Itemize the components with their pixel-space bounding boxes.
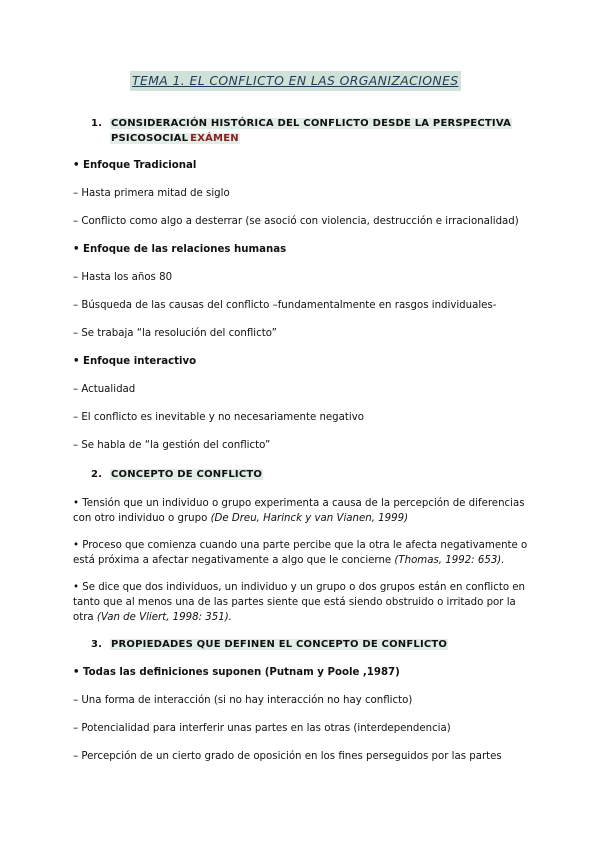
- citation: (Thomas, 1992: 653).: [394, 554, 505, 566]
- definition-paragraph: [73, 581, 533, 625]
- section-heading-1: [91, 117, 512, 146]
- section-title-line1: CONSIDERACIÓN HISTÓRICA DEL CONFLICTO DESDE LA PERSPECTIVA: [111, 118, 512, 129]
- section-title: CONCEPTO DE CONFLICTO: [111, 469, 263, 480]
- exam-tag: EXÁMEN: [190, 132, 239, 144]
- list-item: – Una forma de interacción (si no hay interacción no hay conflicto): [73, 695, 413, 706]
- properties-heading: • Todas las definiciones suponen (Putnam y Poole ,1987): [73, 667, 400, 678]
- list-item: – Se habla de “la gestión del conflicto”: [73, 440, 271, 451]
- section-title: PROPIEDADES QUE DEFINEN EL CONCEPTO DE CONFLICTO: [111, 639, 448, 650]
- list-item: – Se trabaja “la resolución del conflicto”: [73, 328, 277, 339]
- definition-text: • Se dice que dos individuos, un individuo y un grupo o dos grupos están en conflicto en tanto que al menos una de las partes siente que está siendo obstruido o irritado por la otra: [73, 582, 526, 623]
- citation: (De Dreu, Harinck y van Vianen, 1999): [210, 512, 409, 524]
- section-number: 2.: [91, 469, 103, 480]
- list-item: – Hasta primera mitad de siglo: [73, 188, 230, 199]
- list-item: – Actualidad: [73, 384, 136, 395]
- list-item: – Conflicto como algo a desterrar (se asoció con violencia, destrucción e irracionalidad): [73, 216, 519, 227]
- list-item: – Percepción de un cierto grado de oposición en los fines perseguidos por las partes: [73, 751, 502, 762]
- definition-text: • Proceso que comienza cuando una parte percibe que la otra le afecta negativamente o está próxima a afectar negativamente a algo que le concierne: [73, 540, 528, 566]
- list-item: – Búsqueda de las causas del conflicto –fundamentalmente en rasgos individuales-: [73, 300, 497, 311]
- approach-heading: • Enfoque Tradicional: [73, 160, 197, 171]
- approach-heading: • Enfoque interactivo: [73, 356, 197, 367]
- section-number: 1.: [91, 118, 103, 129]
- list-item: – Hasta los años 80: [73, 272, 173, 283]
- section-number: 3.: [91, 639, 103, 650]
- definition-paragraph: [73, 497, 533, 527]
- section-title-line2: PSICOSOCIAL: [111, 132, 189, 144]
- list-item: – El conflicto es inevitable y no necesariamente negativo: [73, 412, 364, 423]
- section-heading-3: [91, 638, 448, 653]
- section-heading-2: [91, 468, 263, 483]
- definition-paragraph: [73, 539, 533, 569]
- list-item: – Potencialidad para interferir unas partes en las otras (interdependencia): [73, 723, 451, 734]
- definition-text: • Tensión que un individuo o grupo experimenta a causa de la percepción de diferencias con otro individuo o grupo: [73, 498, 525, 524]
- approach-heading: • Enfoque de las relaciones humanas: [73, 244, 287, 255]
- page-title: TEMA 1. EL CONFLICTO EN LAS ORGANIZACIONES: [130, 71, 461, 91]
- citation: (Van de Vliert, 1998: 351).: [96, 611, 232, 623]
